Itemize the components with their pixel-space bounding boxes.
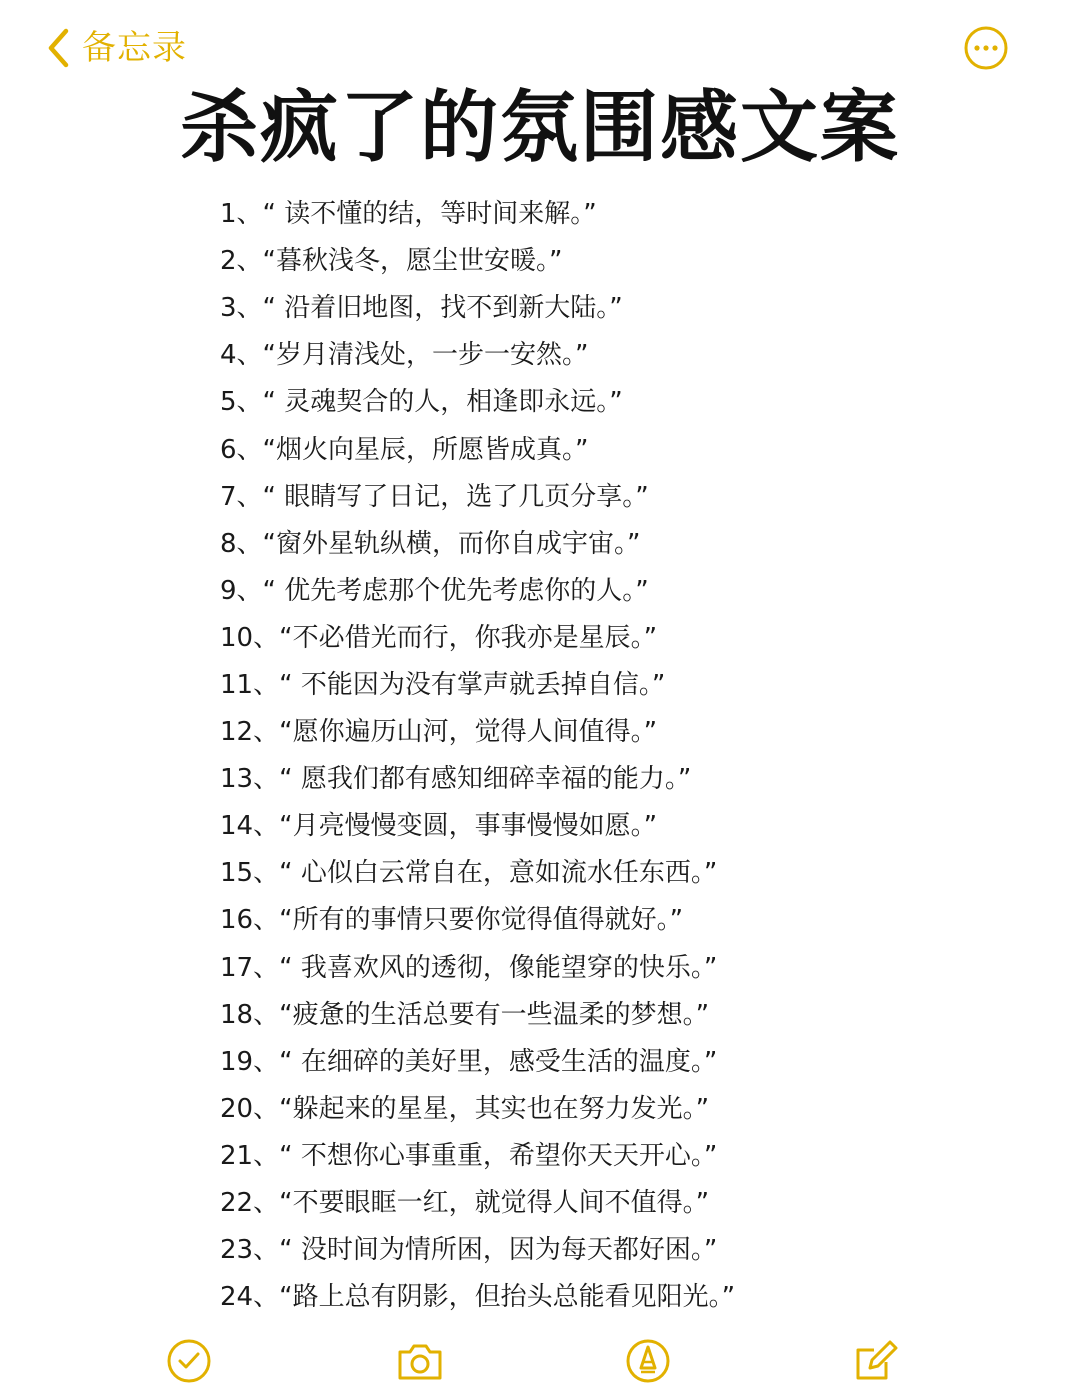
more-options-icon[interactable] bbox=[963, 25, 1009, 71]
item-number: 2、 bbox=[220, 246, 263, 277]
item-number: 10、 bbox=[220, 622, 280, 653]
item-text: “愿你遍历山河，觉得人间值得。” bbox=[279, 717, 658, 748]
list-item bbox=[220, 659, 1020, 706]
item-text: “ 灵魂契合的人，相逢即永远。” bbox=[262, 387, 623, 418]
list-item bbox=[220, 612, 1020, 659]
list-item bbox=[220, 1177, 1020, 1224]
checklist-icon[interactable] bbox=[166, 1338, 212, 1384]
back-label: 备忘录 bbox=[82, 28, 187, 68]
note-title: 杀疯了的氛围感文案 bbox=[179, 83, 900, 173]
item-number: 13、 bbox=[220, 764, 280, 795]
item-text: “不必借光而行，你我亦是星辰。” bbox=[279, 622, 658, 653]
item-text: “疲惫的生活总要有一些温柔的梦想。” bbox=[279, 999, 710, 1030]
camera-icon[interactable] bbox=[394, 1338, 446, 1384]
list-item bbox=[220, 1271, 1020, 1318]
item-text: “ 沿着旧地图，找不到新大陆。” bbox=[262, 293, 623, 324]
markup-icon[interactable] bbox=[625, 1338, 671, 1384]
list-item bbox=[220, 847, 1020, 894]
list-item bbox=[220, 1224, 1020, 1271]
item-number: 19、 bbox=[220, 1046, 280, 1077]
list-item bbox=[220, 518, 1020, 565]
list-item bbox=[220, 235, 1020, 282]
item-number: 7、 bbox=[220, 481, 263, 512]
note-list bbox=[220, 188, 1020, 1318]
item-number: 20、 bbox=[220, 1093, 280, 1124]
item-number: 5、 bbox=[220, 387, 263, 418]
item-text: “暮秋浅冬，愿尘世安暖。” bbox=[262, 246, 563, 277]
item-text: “ 在细碎的美好里，感受生活的温度。” bbox=[279, 1046, 718, 1077]
item-text: “岁月清浅处，一步一安然。” bbox=[262, 340, 589, 371]
item-text: “ 眼睛写了日记，选了几页分享。” bbox=[262, 481, 649, 512]
chevron-left-icon bbox=[46, 28, 70, 68]
list-item bbox=[220, 188, 1020, 235]
item-number: 3、 bbox=[220, 293, 263, 324]
item-number: 8、 bbox=[220, 528, 263, 559]
item-text: “烟火向星辰，所愿皆成真。” bbox=[262, 434, 589, 465]
list-item bbox=[220, 800, 1020, 847]
item-text: “路上总有阴影，但抬头总能看见阳光。” bbox=[279, 1282, 736, 1313]
item-number: 23、 bbox=[220, 1235, 280, 1266]
list-item bbox=[220, 1083, 1020, 1130]
back-button[interactable] bbox=[46, 24, 187, 72]
item-number: 6、 bbox=[220, 434, 263, 465]
item-text: “躲起来的星星，其实也在努力发光。” bbox=[279, 1093, 710, 1124]
item-text: “窗外星轨纵横，而你自成宇宙。” bbox=[262, 528, 641, 559]
list-item bbox=[220, 1130, 1020, 1177]
list-item bbox=[220, 423, 1020, 470]
item-text: “ 心似白云常自在，意如流水任东西。” bbox=[279, 858, 718, 889]
item-number: 1、 bbox=[220, 199, 263, 230]
item-text: “ 不能因为没有掌声就丢掉自信。” bbox=[279, 669, 666, 700]
item-number: 11、 bbox=[220, 669, 280, 700]
list-item bbox=[220, 894, 1020, 941]
compose-icon[interactable] bbox=[852, 1338, 898, 1384]
list-item bbox=[220, 329, 1020, 376]
item-text: “不要眼眶一红，就觉得人间不值得。” bbox=[279, 1188, 710, 1219]
item-text: “ 我喜欢风的透彻，像能望穿的快乐。” bbox=[279, 952, 718, 983]
item-number: 16、 bbox=[220, 905, 280, 936]
list-item bbox=[220, 1036, 1020, 1083]
list-item bbox=[220, 942, 1020, 989]
item-number: 12、 bbox=[220, 717, 280, 748]
item-number: 15、 bbox=[220, 858, 280, 889]
item-text: “ 优先考虑那个优先考虑你的人。” bbox=[262, 575, 649, 606]
list-item bbox=[220, 471, 1020, 518]
item-number: 4、 bbox=[220, 340, 263, 371]
item-number: 9、 bbox=[220, 575, 263, 606]
item-text: “ 不想你心事重重，希望你天天开心。” bbox=[279, 1140, 718, 1171]
item-number: 24、 bbox=[220, 1282, 280, 1313]
list-item bbox=[220, 753, 1020, 800]
item-text: “月亮慢慢变圆，事事慢慢如愿。” bbox=[279, 811, 658, 842]
list-item bbox=[220, 706, 1020, 753]
item-number: 21、 bbox=[220, 1140, 280, 1171]
item-number: 14、 bbox=[220, 811, 280, 842]
item-number: 22、 bbox=[220, 1188, 280, 1219]
list-item bbox=[220, 376, 1020, 423]
item-text: “ 没时间为情所困，因为每天都好困。” bbox=[279, 1235, 718, 1266]
item-text: “ 读不懂的结，等时间来解。” bbox=[262, 199, 597, 230]
item-text: “ 愿我们都有感知细碎幸福的能力。” bbox=[279, 764, 692, 795]
item-number: 17、 bbox=[220, 952, 280, 983]
item-text: “所有的事情只要你觉得值得就好。” bbox=[279, 905, 684, 936]
bottom-toolbar bbox=[0, 1330, 1080, 1384]
list-item bbox=[220, 565, 1020, 612]
list-item bbox=[220, 989, 1020, 1036]
list-item bbox=[220, 282, 1020, 329]
item-number: 18、 bbox=[220, 999, 280, 1030]
